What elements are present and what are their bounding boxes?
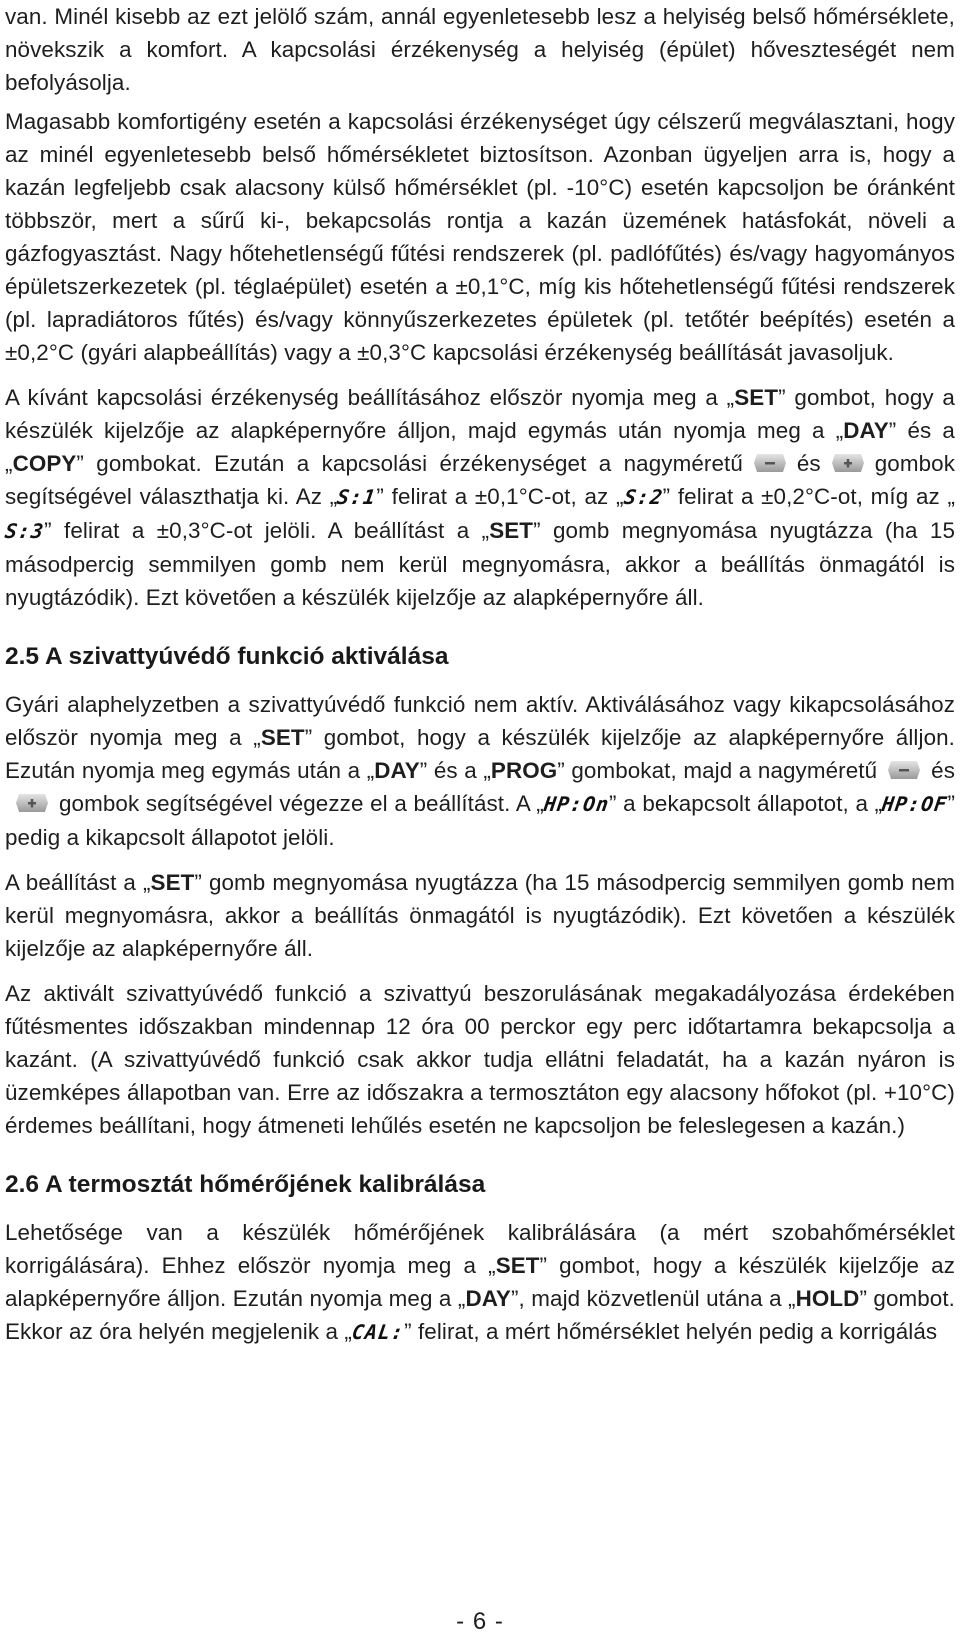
lcd-s1-label: S:1: [335, 485, 379, 509]
section-title-calibration: 2.6 A termosztát hőmérőjének kalibrálása: [5, 1171, 486, 1198]
text: ” gomb megnyomása nyugtázza (ha 15 másodpercig semmilyen gomb nem kerül megnyomásra, akkor a beállítás önmagától is nyugtázódik). Ezt követően a készülék kijelzője az alapképernyőre áll.: [5, 518, 956, 610]
set-key-label: SET: [734, 385, 779, 410]
text: A kívánt kapcsolási érzékenység beállításához először nyomja meg a „: [5, 385, 735, 410]
text: ” gombot, hogy a készülék kijelzője az alapképernyőre álljon. Ezután nyomja meg a „: [5, 1253, 955, 1311]
manual-page: [5, 0, 955, 1349]
text: ” gombot, hogy a készülék kijelzője az alapképernyőre álljon. Ezután nyomja meg egymás után a „: [5, 725, 955, 783]
copy-key-label: COPY: [12, 451, 77, 476]
paragraph-calibration: [5, 1216, 955, 1349]
lcd-hp-on-label: HP:On: [542, 792, 611, 816]
lcd-hp-off-label: HP:OF: [880, 792, 950, 816]
text: Magasabb komfortigény esetén a kapcsolási érzékenységet úgy célszerű megválasztani, hogy az minél egyenletesebb belső hőmérsékletet biztosítson. Azonban ügyeljen arra is, hogy a kazán legfeljebb csak alacsony külső hőmérséklet (pl. -10°C) esetén kapcsoljon be óránként többször, mert a sűrű ki-, bekapcsolás rontja a kazán üzemének hatásfokát, növeli a gázfogyasztást. Nagy hőtehetlenségű fűtési rendszerek (pl. padlófűtés) és/vagy hagyományos épületszerkezetek (pl. téglaépület) esetén a ±0,1°C, míg kis hőtehetlenségű fűtési rendszerek (pl. lapradiátoros fűtés) és/vagy könnyűszerkezetes épületek (pl. tetőtér beépítés) esetén a ±0,2°C (gyári alapbeállítás) vagy a ±0,3°C kapcsolási érzékenység beállítását javasoljuk.: [5, 109, 955, 365]
section-title-pump-protection: 2.5 A szivattyúvédő funkció aktiválása: [5, 643, 449, 670]
text: van. Minél kisebb az ezt jelölő szám, annál egyenletesebb lesz a helyiség belső hőmérséklete, növekszik a komfort. A kapcsolási érzékenység a helyiség (épület) hőveszteségét nem befolyásolja.: [5, 4, 955, 95]
lcd-s3-label: S:3: [3, 519, 46, 543]
text: gombok segítségével választhatja ki. Az „: [5, 451, 955, 509]
text: ” gombot, hogy a készülék kijelzője az alapképernyőre álljon, majd egymás után nyomja meg a „: [5, 385, 955, 443]
text: ” felirat a ±0,1°C-ot, az „: [376, 484, 624, 509]
text: ” gombokat. Ezután a kapcsolási érzékenységet a nagyméretű: [76, 451, 743, 476]
paragraph-pump-activation: [5, 688, 955, 854]
page-number: - 6 -: [456, 1608, 504, 1635]
day-key-label: DAY: [465, 1286, 511, 1311]
text: ”, majd közvetlenül utána a „: [510, 1286, 796, 1311]
minus-button-icon: [753, 452, 787, 474]
paragraph-sensitivity-setting: [5, 381, 955, 614]
paragraph-pump-description: [5, 977, 955, 1142]
paragraph-pump-confirm: [5, 866, 955, 965]
text: Gyári alaphelyzetben a szivattyúvédő funkció nem aktív. Aktiválásához vagy kikapcsolásához először nyomja meg a „: [5, 692, 955, 750]
lcd-s2-label: S:2: [621, 485, 665, 509]
set-key-label: SET: [489, 518, 534, 543]
text: gombok segítségével végezze el a beállítást. A „: [59, 791, 544, 816]
prog-key-label: PROG: [490, 758, 558, 783]
minus-button-icon: [887, 759, 921, 781]
paragraph-comfort: [5, 105, 955, 369]
paragraph-sensitivity-intro: [5, 0, 955, 99]
set-key-label: SET: [495, 1253, 540, 1278]
text: ” gombokat, majd a nagyméretű: [557, 758, 878, 783]
text: ” felirat, a mért hőmérséklet helyén pedig a korrigálás: [404, 1319, 938, 1344]
text: Lehetősége van a készülék hőmérőjének kalibrálására (a mért szobahőmérséklet korrigálására). Ehhez először nyomja meg a „: [5, 1220, 955, 1278]
text: és: [796, 451, 821, 476]
text: ” a bekapcsolt állapotot, a „: [609, 791, 883, 816]
day-key-label: DAY: [843, 418, 889, 443]
hold-key-label: HOLD: [795, 1286, 860, 1311]
text: és: [931, 758, 955, 783]
text: ” gombot. Ekkor az óra helyén megjelenik a „: [5, 1286, 956, 1344]
lcd-cal-label: CAL:: [350, 1320, 406, 1344]
text: ” felirat a ±0,3°C-ot jelöli. A beállítást a „: [44, 518, 490, 543]
text: Az aktivált szivattyúvédő funkció a szivattyú beszorulásának megakadályozása érdekében fűtésmentes időszakban mindennap 12 óra 00 perckor egy perc időtartamra bekapcsolja a kazánt. (A szivattyúvédő funkció csak akkor tudja ellátni feladatát, ha a kazán nyáron is üzemképes állapotban van. Erre az időszakra a termosztáton egy alacsony hőfokot (pl. +10°C) érdemes beállítani, hogy átmeneti lehűlés esetén ne kapcsoljon be feleslegesen a kazán.): [5, 981, 955, 1138]
day-key-label: DAY: [374, 758, 420, 783]
text: ” gomb megnyomása nyugtázza (ha 15 másodpercig semmilyen gomb nem kerül megnyomásra, akkor a beállítás önmagától is nyugtázódik). Ezt követően a készülék kijelzője az alapképernyőre áll.: [5, 870, 955, 961]
plus-button-icon: [15, 792, 49, 814]
text: ” pedig a kikapcsolt állapotot jelöli.: [5, 791, 955, 850]
set-key-label: SET: [150, 870, 195, 895]
set-key-label: SET: [260, 725, 305, 750]
plus-button-icon: [831, 452, 865, 474]
text: ” és a „: [419, 758, 491, 783]
text: ” és a „: [5, 418, 955, 476]
text: A beállítást a „: [5, 870, 151, 895]
text: ” felirat a ±0,2°C-ot, míg az „: [662, 484, 956, 509]
